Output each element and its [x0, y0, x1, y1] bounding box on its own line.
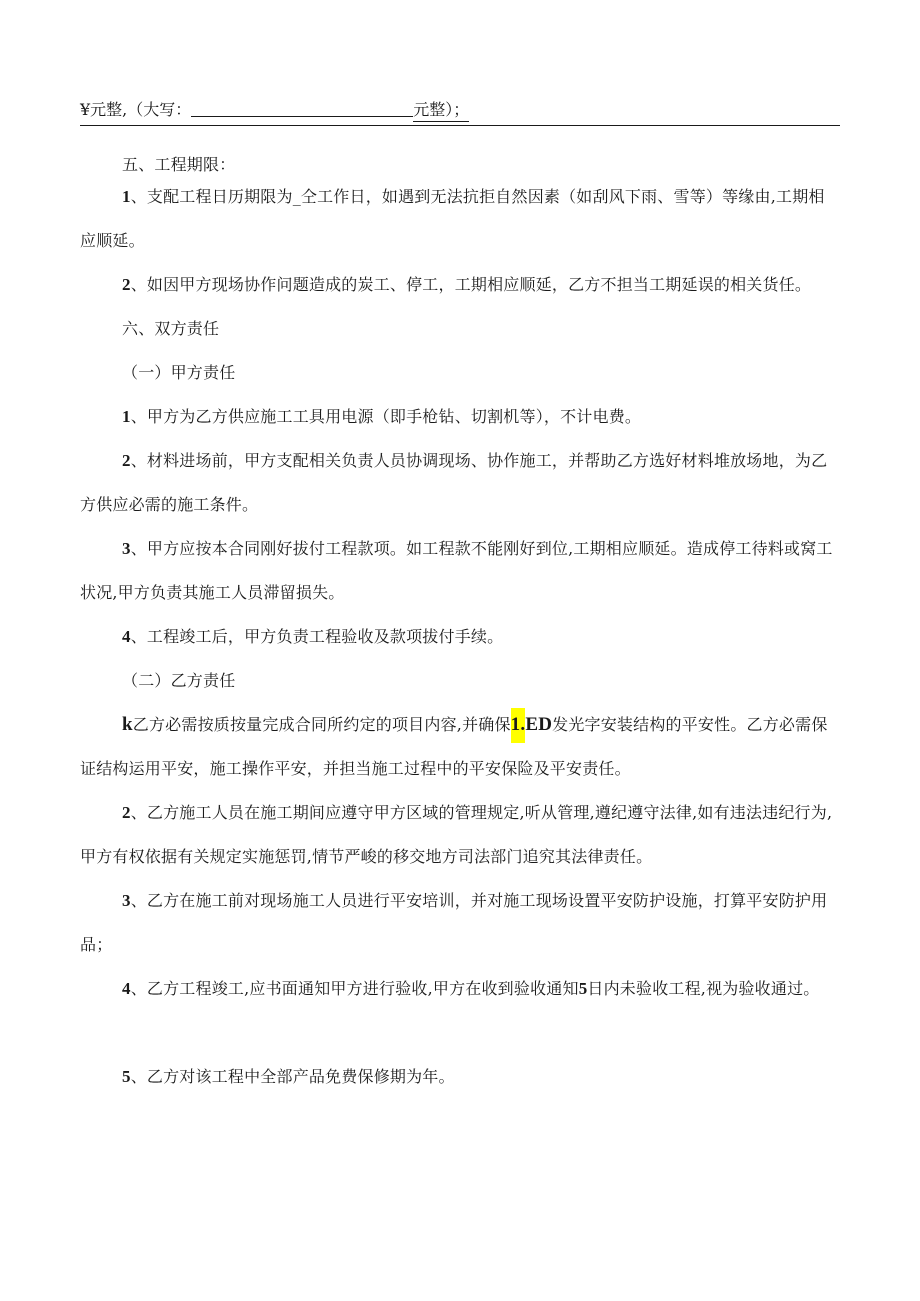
party-b-item-1: k乙方必需按质按量完成合同所约定的项目内容,并确保1.ED发光字安装结构的平安性。乙方必需保证结构运用平安，施工操作平安，并担当施工过程中的平安保险及平安责任。 [80, 703, 840, 791]
party-b-title: （二）乙方责任 [122, 671, 236, 690]
party-b-item-4: 4、乙方工程竣工,应书面通知甲方进行验收,甲方在收到验收通知5日内未验收工程,视为验收通过。 [122, 979, 820, 998]
section-5-title: 五、工程期限： [122, 155, 236, 174]
section-5-item-1: 1、支配工程日历期限为_仝工作日，如遇到无法抗拒自然因素（如刮风下雨、雪等）等缘由,工期相应顺延。 [80, 187, 825, 250]
amount-line [80, 99, 840, 126]
party-b-item-3: 3、乙方在施工前对现场施工人员进行平安培训，并对施工现场设置平安防护设施，打算平安防护用品； [80, 891, 828, 954]
section-5-item-2: 2、如因甲方现场协作问题造成的炭工、停工，工期相应顺延，乙方不担当工期延误的相关货任。 [122, 275, 812, 294]
party-a-title: （一）甲方责任 [122, 363, 236, 382]
party-a-item-3: 3、甲方应按本合同刚好拔付工程款项。如工程款不能刚好到位,工期相应顺延。造成停工待料或窝工状况,甲方负责其施工人员滞留损失。 [80, 539, 833, 602]
party-b-item-2: 2、乙方施工人员在施工期间应遵守甲方区域的管理规定,听从管理,遵纪遵守法律,如有违法违纪行为,甲方有权依据有关规定实施惩罚,情节严峻的移交地方司法部门追究其法律责任。 [80, 803, 833, 866]
amount-suffix: 元整）； [413, 99, 469, 122]
amount-blank [191, 100, 413, 117]
amount-prefix: ¥元整,（大写： [80, 100, 192, 119]
highlighted-led-marker: 1. [511, 708, 526, 743]
section-6-title: 六、双方责任 [122, 319, 220, 338]
party-a-item-4: 4、工程竣工后，甲方负责工程验收及款项拔付手续。 [122, 627, 504, 646]
party-b-item-5: 5、乙方对该工程中全部产品免费保修期为年。 [122, 1067, 455, 1086]
party-a-item-1: 1、甲方为乙方供应施工工具用电源（即手枪钻、切割机等），不计电费。 [122, 407, 642, 426]
party-a-item-2: 2、材料进场前，甲方支配相关负责人员协调现场、协作施工，并帮助乙方选好材料堆放场地，为乙方供应必需的施工条件。 [80, 451, 828, 514]
